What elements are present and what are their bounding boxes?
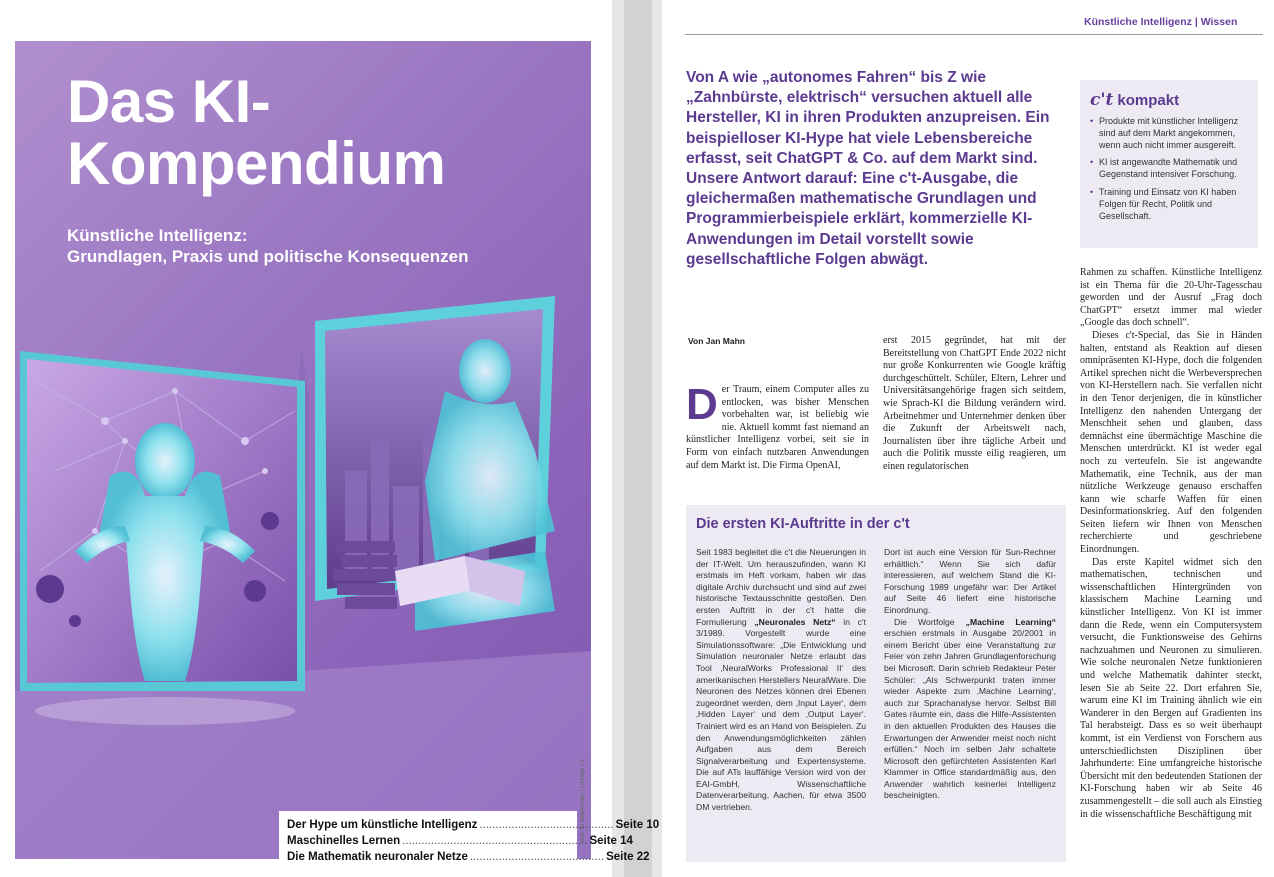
- ai-illustration: [15, 271, 591, 859]
- cover-title: [67, 68, 446, 197]
- article-paragraph: Das erste Kapitel widmet sich den mathematischen, technischen und wissenschaftlichen Hintergründen von klassischem Machine Learning und künstlicher Intelligenz. Von KI ist immer dann die Rede, wenn ein Computersystem versucht, die Funktionsweise des Gehirns nachzuahmen und Neuronen zu simulieren. Wie solche neuronalen Netze funktionieren und welche Mathematik dahinter steckt, lesen Sie ab Seite 22. Dort erfahren Sie, warum eine KI im Training ähnlich wie ein Wanderer in den Bergen auf Gradienten ins Tal herabsteigt. Dass es so weit überhaupt kommt, ist ein Verdienst von Forschern aus unterschiedlichsten Disziplinen über Jahrhunderte: Eine umfangreiche historische Übersicht mit den bedeutenden Stationen der KI-Forschung haben wir ab Seite 46 zusammengestellt – die soll auch als Einstieg in die wissenschaftliche Beschäftigung mit: [1080, 556, 1262, 820]
- cover-title-line1: Das KI-: [67, 68, 271, 135]
- toc-dots: ..........................................: [479, 819, 614, 831]
- cover-subtitle: [67, 225, 468, 267]
- header-rule: [685, 34, 1263, 35]
- toc-page: Seite 14: [589, 835, 633, 847]
- cover-subtitle-line1: Künstliche Intelligenz:: [67, 226, 248, 245]
- kompakt-item: • KI ist angewandte Mathematik und Gegenstand intensiver Forschung.: [1090, 157, 1248, 181]
- kompakt-heading: [1090, 90, 1248, 110]
- toc-row[interactable]: [287, 849, 650, 865]
- toc-row[interactable]: [287, 817, 660, 833]
- kompakt-item: • Produkte mit künstlicher Intelligenz sind auf dem Markt angekommen, wenn auch nicht immer ausgereift.: [1090, 116, 1248, 151]
- article-text: er Traum, einem Computer alles zu entlocken, was bisher Menschen vorbehalten war, ist beliebig wie nie. Aktuell kommt fast niemand an künstlicher Intelligenz vorbei, seit sie in Form von einfach nutzbaren Anwendungen auf dem Markt ist. Die Firma OpenAI,: [686, 384, 869, 471]
- ct-kompakt-box: [1080, 80, 1258, 248]
- sidebar-column-2: [884, 547, 1056, 852]
- toc-row[interactable]: [287, 833, 633, 849]
- sidebar-text: Seit 1983 begleitet die c't die Neuerungen in der IT-Welt. Um herauszufinden, wann KI erstmals im Heft vorkam, haben wir das digitale Archiv durchsucht und sind auf zwei historische Textausschnitte gestoßen. Den ersten Auftritt in der c't hatte die Formulierung: [696, 547, 866, 627]
- kompakt-title: kompakt: [1117, 91, 1180, 109]
- toc-page: Seite 10: [615, 819, 660, 831]
- ct-logo: c't: [1090, 90, 1114, 110]
- article-paragraph: Dieses c't-Special, das Sie in Händen halten, entstand als Reaktion auf diesen omnipräsenten KI-Hype, doch die folgenden Artikel sprechen nicht die Werbeversprechen von KI-Herstellern nach. Sie verfallen nicht in den Tenor derjenigen, die in künstlicher Intelligenz den nahenden Untergang der Menschheit sehen und glauben, dass demnächst eine übermächtige Maschine die Menschen unterdrückt. KI ist weder egal noch zu verteufeln. Sie ist angewandte Mathematik, eine Technik, aus der man nützliche Werkzeuge genauso erschaffen kann wie scharfe Waffen für einen Desinformationskrieg. Auf den folgenden Seiten liefern wir Ihnen von Menschen recherchierte und geschriebene Einordnungen.: [1080, 329, 1262, 556]
- article-column-1: [686, 380, 869, 472]
- cover-subtitle-line2: Grundlagen, Praxis und politische Konsequenzen: [67, 247, 469, 266]
- toc-dots: ..........................................: [469, 851, 605, 863]
- sidebar-paragraph: Dort ist auch eine Version für Sun-Rechner erhältlich.“ Wenn Sie sich dafür interessieren, auf welchem Stand die KI-Forschung 1989 ungefähr war: Der Artikel auf Seite 46 liefert eine historische Einordnung.: [884, 547, 1056, 615]
- article-lead: Von A wie „autonomes Fahren“ bis Z wie „Zahnbürste, elektrisch“ versuchen aktuell alle Hersteller, KI in ihren Produkten anzupreisen. Ein beispielloser KI-Hype hat viele Lebensbereiche erfasst, seit ChatGPT & Co. auf dem Markt sind. Unsere Antwort darauf: Eine c't-Ausgabe, die gleichermaßen mathematische Grundlagen und Programmierbeispiele erklärt, kommerzielle KI-Anwendungen im Detail vorstellt sowie gesellschaftliche Folgen abwägt.: [686, 69, 1050, 268]
- sidebar-text: erschien erstmals in Ausgabe 20/2001 in einem Bericht über eine Veranstaltung zur Feier von zehn Jahren Grundlagenforschung bei Microsoft. Darin schrieb Redakteur Peter Schüler: „Als Schwerpunkt traten immer wieder Aspekte zum ‚Machine Learning‘, auch zur Sprachanalyse hervor. Selbst Bill Gates räumte ein, dass die Hilfe-Assistenten in den aktuellen Produkten des Hauses die Erwartungen der Anwender meist noch nicht erfüllen.“ Noch im selben Jahr schaltete Microsoft den gefürchteten Assistenten Karl Klammer in Office standardmäßig aus, den Anwender wahrlich keinerlei Intelligenz bescheinigten.: [884, 628, 1056, 801]
- sidebar-highlight: „Machine Learning“: [965, 616, 1057, 627]
- article-text: erst 2015 gegründet, hat mit der Bereitstellung von ChatGPT Ende 2022 nicht nur große Konkurrenten wie Google kräftig durchgeschüttelt. Schüler, Eltern, Lehrer und Universitätsangehörige fragen sich seitdem, wie Sprach-KI die Bildung verändern wird. Arbeitnehmer und Unternehmer denken über die Zukunft der Arbeitswelt nach, Journalisten über ihre tägliche Arbeit und auch die Politik musste eilig reagieren, um einen regulatorischen: [883, 335, 1066, 472]
- cover-image: [15, 41, 660, 863]
- article-column-2: [883, 335, 1066, 474]
- article-paragraph: Rahmen zu schaffen. Künstliche Intelligenz ist ein Thema für die 20-Uhr-Tagesschau geworden und der Ausruf „Frag doch ChatGPT“ ersetzt immer mal wieder „Google das doch schnell“.: [1080, 267, 1262, 329]
- toc-label: Die Mathematik neuronaler Netze: [287, 851, 468, 863]
- toc-label: Maschinelles Lernen: [287, 835, 401, 847]
- cover-table-of-contents: [279, 811, 660, 873]
- kompakt-item: • Training und Einsatz von KI haben Folgen für Recht, Politik und Gesellschaft.: [1090, 187, 1248, 222]
- sidebar-paragraph: [884, 617, 1056, 803]
- toc-label: Der Hype um künstliche Intelligenz: [287, 819, 478, 831]
- toc-page: Seite 22: [606, 851, 650, 863]
- sidebar-text: Die Wortfolge: [894, 616, 955, 627]
- sidebar-paragraph: [696, 547, 866, 814]
- article-column-3: [1080, 267, 1262, 872]
- image-credit: Bild: KI Midjourney | Collage c't: [580, 760, 586, 843]
- drop-cap: D: [686, 380, 718, 429]
- sidebar-highlight: „Neuronales Netz“: [754, 616, 836, 627]
- toc-dots: ..........................................................: [402, 835, 588, 847]
- section-header: Künstliche Intelligenz | Wissen: [1084, 16, 1238, 28]
- kompakt-list: [1090, 116, 1248, 222]
- author-byline: Von Jan Mahn: [688, 336, 745, 346]
- sidebar-column-1: [696, 547, 866, 852]
- sidebar-box-title: Die ersten KI-Auftritte in der c't: [696, 516, 910, 532]
- cover-title-line2: Kompendium: [67, 130, 446, 197]
- sidebar-text: in c't 3/1989. Vorgestellt wurde eine Simulationssoftware: „Die Entwicklung und Simulation neuronaler Netze erlaubt das Tool ‚NeuralWorks Professional II‘ des amerikanischen Herstellers NeuralWare. Die Neuronen des Netzes können drei Ebenen zugeordnet werden, dem ‚Input Layer‘, dem ‚Hidden Layer‘ und dem ‚Output Layer‘. Trainiert wird es an Hand von Beispielen. Zu den Anwendungsmöglichkeiten zählen Aufgaben aus dem Bereich Signalverarbeitung und Expertensysteme. Die auf ATs lauffähige Version wird von der EAI-GmbH, Wissenschaftliche Datenverarbeitung, Aachen, für etwa 3500 DM vertrieben.: [696, 616, 867, 813]
- page-fold-shadow: [624, 0, 652, 877]
